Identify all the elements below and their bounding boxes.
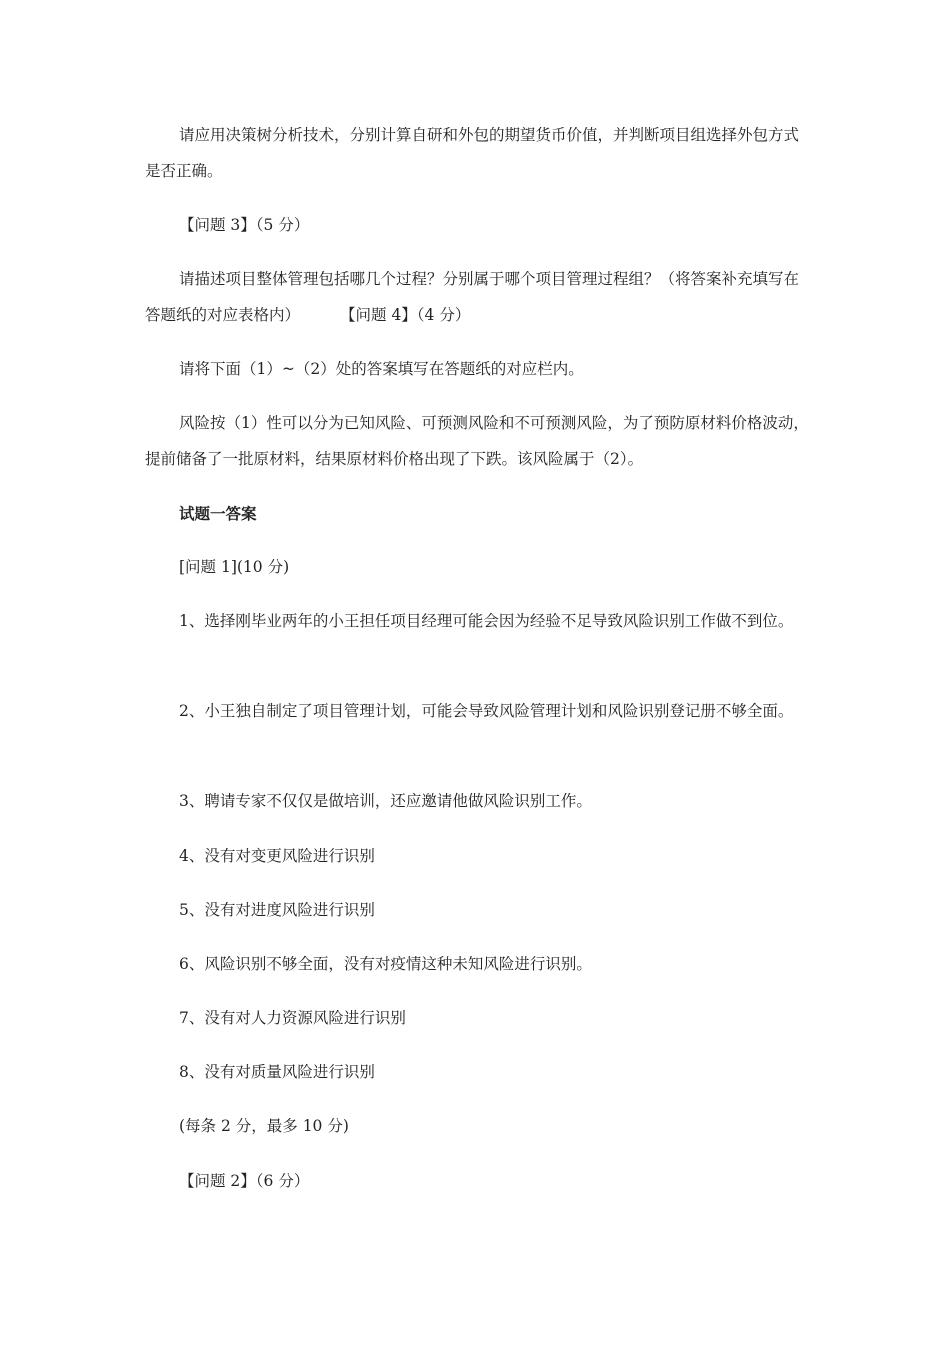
paragraph-risk-classification (145, 405, 810, 477)
question-2-heading (145, 1163, 810, 1199)
paragraph-text: [问题 1](10 分) (179, 558, 290, 576)
answer-item-6 (145, 946, 810, 982)
answer-item-4 (145, 838, 810, 874)
question-1-heading (145, 549, 810, 585)
paragraph-text: 6、风险识别不够全面，没有对疫情这种未知风险进行识别。 (179, 955, 592, 973)
answer-item-7 (145, 1000, 810, 1036)
paragraph-text: 请将下面（1）~（2）处的答案填写在答题纸的对应栏内。 (179, 360, 584, 378)
paragraph-decision-tree (145, 117, 810, 189)
answer-item-3 (145, 783, 810, 819)
paragraph-fill-answers (145, 351, 810, 387)
paragraph-text: 5、没有对进度风险进行识别 (179, 901, 375, 919)
paragraph-text: 7、没有对人力资源风险进行识别 (179, 1009, 406, 1027)
paragraph-text: 请描述项目整体管理包括哪几个过程？分别属于哪个项目管理过程组？（将答案补充填写在答题纸的对应表格内） (145, 270, 800, 324)
paragraph-text: 请应用决策树分析技术，分别计算自研和外包的期望货币价值，并判断项目组选择外包方式是否正确。 (145, 126, 800, 180)
paragraph-integration-management (145, 261, 810, 333)
paragraph-text: 试题一答案 (179, 504, 257, 523)
paragraph-text: 1、选择刚毕业两年的小王担任项目经理可能会因为经验不足导致风险识别工作做不到位。 (179, 612, 794, 630)
paragraph-text: 4、没有对变更风险进行识别 (179, 847, 375, 865)
question-3-heading (145, 207, 810, 243)
answer-section-title (145, 496, 810, 532)
answer-item-1 (145, 603, 810, 639)
answer-item-2 (145, 693, 810, 729)
paragraph-text: 风险按（1）性可以分为已知风险、可预测风险和不可预测风险，为了预防原材料价格波动，提前储备了一批原材料，结果原材料价格出现了下跌。该风险属于（2）。 (145, 414, 809, 468)
paragraph-text: (每条 2 分，最多 10 分) (179, 1117, 349, 1135)
answer-item-5 (145, 892, 810, 928)
paragraph-text: 【问题 2】（6 分） (179, 1172, 310, 1190)
paragraph-text: 3、聘请专家不仅仅是做培训，还应邀请他做风险识别工作。 (179, 792, 592, 810)
answer-item-8 (145, 1054, 810, 1090)
scoring-note (145, 1108, 810, 1144)
paragraph-text: 2、小王独自制定了项目管理计划，可能会导致风险管理计划和风险识别登记册不够全面。 (179, 702, 794, 720)
question-4-heading: 【问题 4】（4 分） (340, 306, 471, 324)
paragraph-text: 8、没有对质量风险进行识别 (179, 1063, 375, 1081)
paragraph-text: 【问题 3】（5 分） (179, 216, 310, 234)
